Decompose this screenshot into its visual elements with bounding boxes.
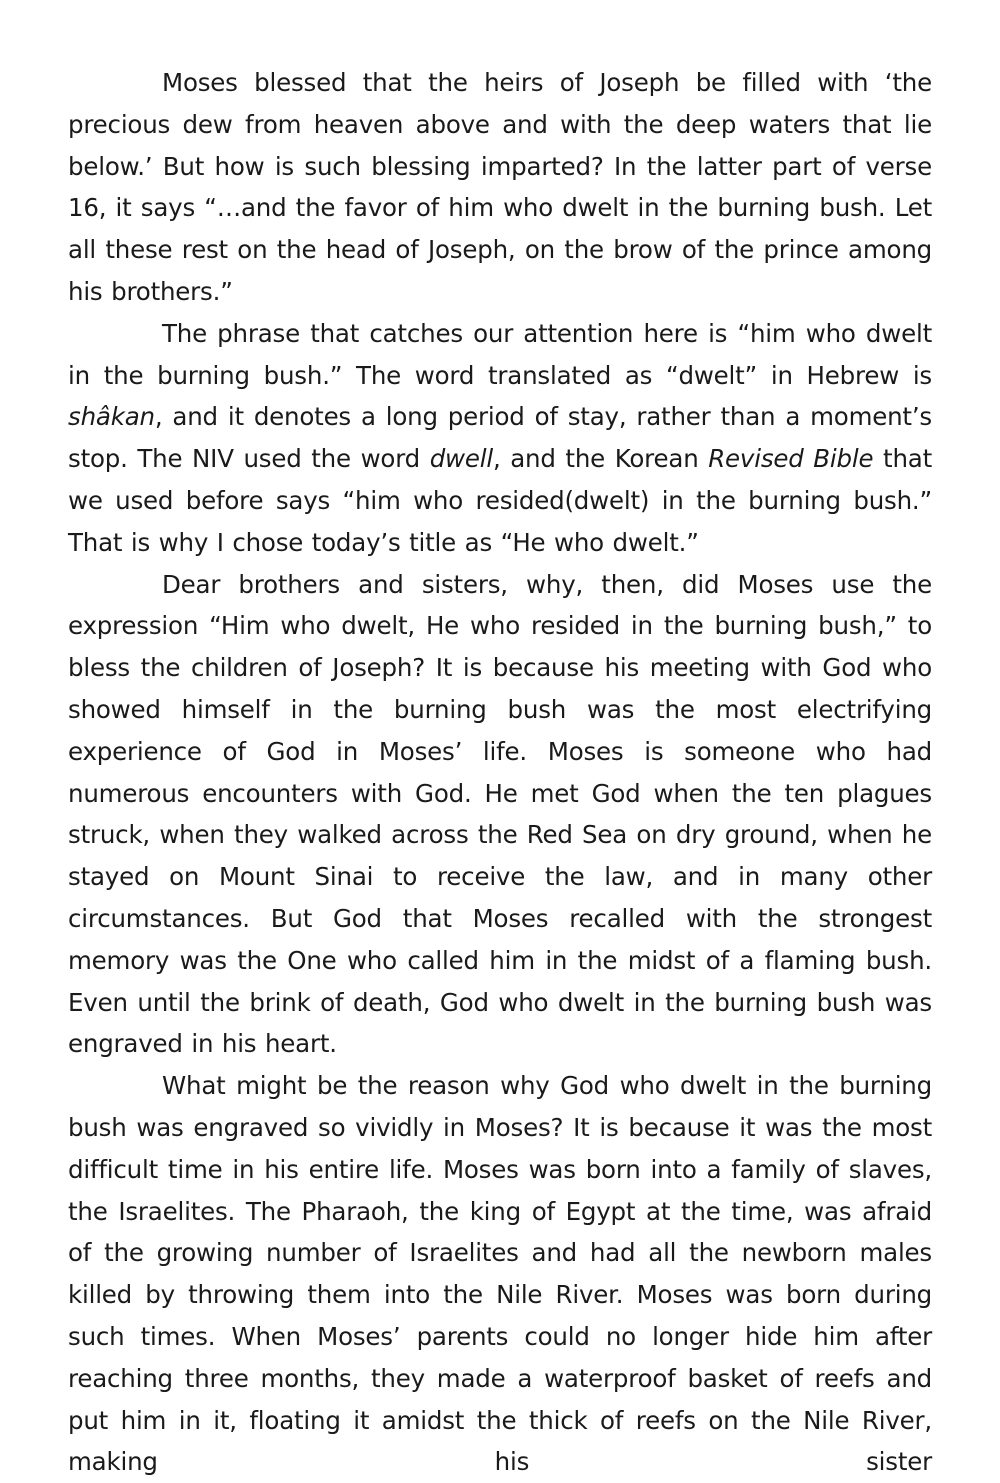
- document-page: [68, 62, 932, 1483]
- hebrew-word-shakan: shâkan: [68, 402, 155, 432]
- paragraph-3: [68, 564, 932, 1066]
- paragraph-4: [68, 1065, 932, 1483]
- paragraph-2-text-a: The phrase that catches our attention here is “him who dwelt in the burning bush.” The word translated as “dwelt” in Hebrew is: [68, 318, 932, 390]
- paragraph-2-text-c: , and the Korean: [492, 444, 709, 474]
- paragraph-2-text-d: that we used before says “him who resided(dwelt) in the burning bush.” That is why I chose today’s title as “He who dwelt.”: [68, 444, 933, 557]
- word-dwell: dwell: [429, 444, 493, 474]
- revised-bible-title: Revised Bible: [708, 444, 874, 474]
- paragraph-4-text: What might be the reason why God who dwelt in the burning bush was engraved so vividly in Moses? It is because it was the most difficult time in his entire life. Moses was born into a family of slaves, the Israelites. The Pharaoh, the king of Egypt at the time, was afraid of the growing number of Israelites and had all the newborn males killed by throwing them into the Nile River. Moses was born during such times. When Moses’ parents could no longer hide him after reaching three months, they made a waterproof basket of reefs and put him in it, floating it amidst the thick of reefs on the Nile River, making his sister: [68, 1071, 932, 1477]
- paragraph-1: [68, 62, 932, 313]
- paragraph-1-text: Moses blessed that the heirs of Joseph be filled with ‘the precious dew from heaven above and with the deep waters that lie below.’ But how is such blessing imparted? In the latter part of verse 16, it says “…and the favor of him who dwelt in the burning bush. Let all these rest on the head of Joseph, on the brow of the prince among his brothers.”: [68, 68, 932, 306]
- paragraph-2: [68, 313, 932, 564]
- paragraph-3-text: Dear brothers and sisters, why, then, did Moses use the expression “Him who dwelt, He who resided in the burning bush,” to bless the children of Joseph? It is because his meeting with God who showed himself in the burning bush was the most electrifying experience of God in Moses’ life. Moses is someone who had numerous encounters with God. He met God when the ten plagues struck, when they walked across the Red Sea on dry ground, when he stayed on Mount Sinai to receive the law, and in many other circumstances. But God that Moses recalled with the strongest memory was the One who called him in the midst of a flaming bush. Even until the brink of death, God who dwelt in the burning bush was engraved in his heart.: [68, 569, 932, 1059]
- paragraph-2-text-b: , and it denotes a long period of stay, rather than a moment’s stop. The NIV used the word: [68, 402, 932, 474]
